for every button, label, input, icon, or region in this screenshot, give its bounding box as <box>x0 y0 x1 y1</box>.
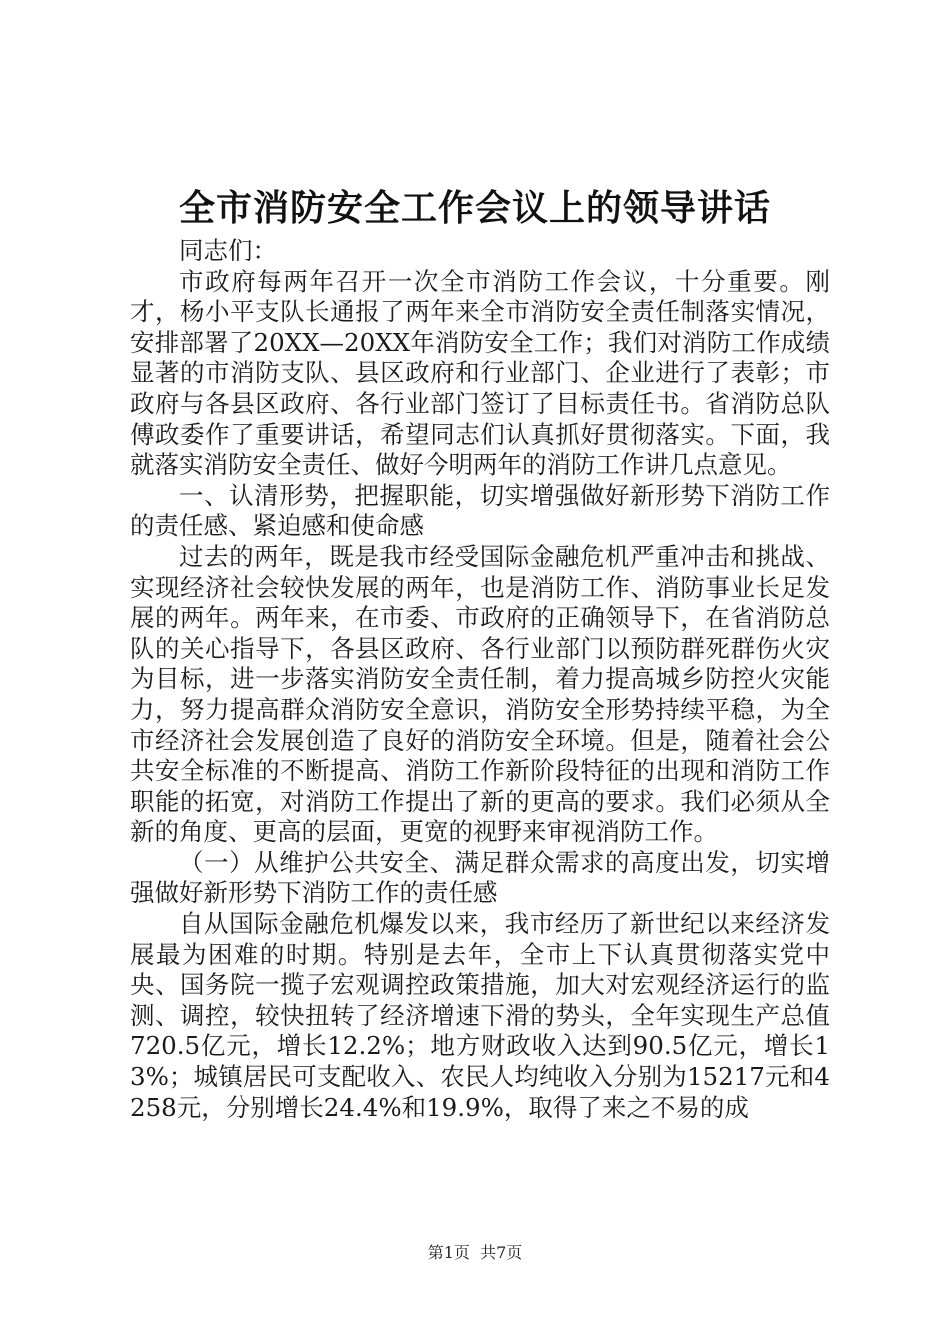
page-footer <box>0 1242 950 1264</box>
paragraph-economy: 自从国际金融危机爆发以来，我市经历了新世纪以来经济发展最为困难的时期。特别是去年，全市上下认真贯彻落实党中央、国务院一揽子宏观调控政策措施，加大对宏观经济运行的监测、调控，较快扭转了经济增速下滑的势头，全年实现生产总值720.5亿元，增长12.2%；地方财政收入达到90.5亿元，增长13%；城镇居民可支配收入、农民人均纯收入分别为15217元和4258元，分别增长24.4%和19.9%，取得了来之不易的成 <box>130 909 830 1122</box>
document-body <box>130 236 830 1123</box>
paragraph-intro: 市政府每两年召开一次全市消防工作会议，十分重要。刚才，杨小平支队长通报了两年来全市消防安全责任制落实情况，安排部署了20XX—20XX年消防安全工作；我们对消防工作成绩显著的市消防支队、县区政府和行业部门、企业进行了表彰；市政府与各县区政府、各行业部门签订了目标责任书。省消防总队傅政委作了重要讲话，希望同志们认真抓好贯彻落实。下面，我就落实消防安全责任、做好今明两年的消防工作讲几点意见。 <box>130 266 830 480</box>
subsection-heading-1: （一）从维护公共安全、满足群众需求的高度出发，切实增强做好新形势下消防工作的责任感 <box>130 847 830 908</box>
page-number-label: 第1页 共7页 <box>427 1243 523 1262</box>
document-title: 全市消防安全工作会议上的领导讲话 <box>178 187 771 229</box>
paragraph-review: 过去的两年，既是我市经受国际金融危机严重冲击和挑战、实现经济社会较快发展的两年，也是消防工作、消防事业长足发展的两年。两年来，在市委、市政府的正确领导下，在省消防总队的关心指导下，各县区政府、各行业部门以预防群死群伤火灾为目标，进一步落实消防安全责任制，着力提高城乡防控火灾能力，努力提高群众消防安全意识，消防安全形势持续平稳，为全市经济社会发展创造了良好的消防安全环境。但是，随着社会公共安全标准的不断提高、消防工作新阶段特征的出现和消防工作职能的拓宽，对消防工作提出了新的更高的要求。我们必须从全新的角度、更高的层面，更宽的视野来审视消防工作。 <box>130 541 830 847</box>
paragraph-salutation: 同志们： <box>179 236 277 265</box>
section-heading-1: 一、认清形势，把握职能，切实增强做好新形势下消防工作的责任感、紧迫感和使命感 <box>130 480 830 541</box>
